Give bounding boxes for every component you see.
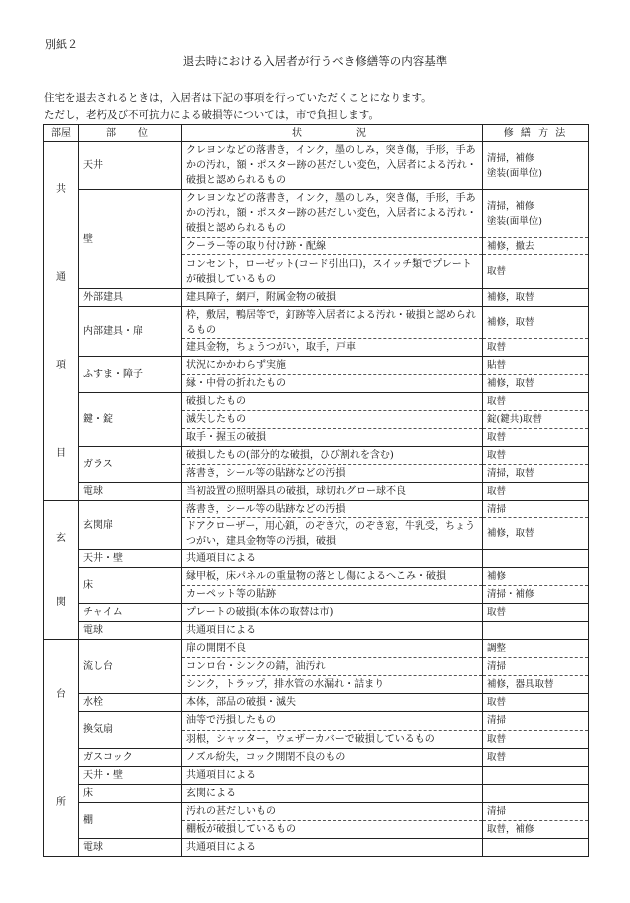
- status-cell: クレヨンなどの落書き，インク，墨のしみ，突き傷，手形，手あかの汚れ，額・ポスター跡の甚だしい変色，入居者による汚れ・破損と認められるもの: [182, 142, 483, 190]
- status-cell: ドアクローザー，用心鎖，のぞき穴，のぞき窓，牛乳受，ちょうつがい，建具金物等の汚損，破損: [182, 518, 483, 550]
- method-cell: 清掃: [483, 501, 589, 518]
- method-cell: 補修: [483, 568, 589, 586]
- method-cell: [483, 550, 589, 568]
- method-cell: [483, 839, 589, 857]
- room-char: 所: [56, 796, 66, 808]
- method-cell: 取替: [483, 393, 589, 411]
- method-cell: [483, 784, 589, 802]
- method-cell: 補修，取替: [483, 375, 589, 393]
- part-cell: 天井: [79, 142, 182, 190]
- status-cell: 落書き，シール等の貼跡などの汚損: [182, 501, 483, 518]
- status-cell: 枠，敷居，鴨居等で，釘跡等入居者による汚れ・破損と認められるもの: [182, 307, 483, 339]
- method-cell: 清掃・補修: [483, 586, 589, 604]
- status-cell: 取手・握玉の破損: [182, 429, 483, 447]
- part-cell: ふすま・障子: [79, 357, 182, 393]
- part-cell: 電球: [79, 483, 182, 501]
- status-cell: カーペット等の貼跡: [182, 586, 483, 604]
- part-cell: 床: [79, 784, 182, 802]
- method-cell: 補修，取替: [483, 289, 589, 307]
- status-cell: 共通項目による: [182, 766, 483, 784]
- header-status: 状 況: [182, 125, 483, 142]
- part-cell: 内部建具・扉: [79, 307, 182, 357]
- part-cell: ガスコック: [79, 748, 182, 766]
- status-cell: 汚れの甚だしいもの: [182, 802, 483, 821]
- method-cell: 清掃: [483, 712, 589, 731]
- header-method: 修 繕 方 法: [483, 125, 589, 142]
- status-cell: ノズル紛失，コック開閉不良のもの: [182, 748, 483, 766]
- room-char: 共: [56, 183, 66, 195]
- part-cell: 換気扇: [79, 712, 182, 749]
- status-cell: 縁甲板，床パネルの重量物の落とし傷によるへこみ・破損: [182, 568, 483, 586]
- room-char: 通: [56, 271, 66, 283]
- status-cell: 棚板が破損しているもの: [182, 821, 483, 839]
- method-cell: 取替: [483, 748, 589, 766]
- status-cell: 共通項目による: [182, 839, 483, 857]
- part-cell: 流し台: [79, 640, 182, 694]
- method-cell: 取替: [483, 604, 589, 622]
- status-cell: 落書き，シール等の貼跡などの汚損: [182, 465, 483, 483]
- status-cell: 破損したもの(部分的な破損，ひび割れを含む): [182, 447, 483, 465]
- method-cell: 取替: [483, 483, 589, 501]
- status-cell: 共通項目による: [182, 622, 483, 640]
- room-entry: [44, 501, 79, 640]
- document-ref: 別紙２: [45, 38, 78, 51]
- status-cell: プレートの破損(本体の取替は市): [182, 604, 483, 622]
- method-cell: 取替: [483, 447, 589, 465]
- repair-table: [43, 124, 589, 857]
- status-cell: 当初設置の照明器具の破損，球切れグロー球不良: [182, 483, 483, 501]
- part-cell: 床: [79, 568, 182, 604]
- status-cell: コンセント，ローゼット(コード引出口)，スイッチ類でプレートが破損しているもの: [182, 255, 483, 289]
- header-room: 部屋: [44, 125, 79, 142]
- table-header: [44, 125, 589, 142]
- method-cell: 清掃，取替: [483, 465, 589, 483]
- status-cell: シンク，トラップ，排水管の水漏れ・詰まり: [182, 676, 483, 694]
- room-common: [44, 142, 79, 501]
- method-cell: 補修，取替: [483, 518, 589, 550]
- part-cell: チャイム: [79, 604, 182, 622]
- room-char: 玄: [56, 532, 66, 544]
- method-cell: [483, 622, 589, 640]
- part-cell: 水栓: [79, 694, 182, 712]
- part-cell: ガラス: [79, 447, 182, 483]
- status-cell: 建具障子，網戸，附属金物の破損: [182, 289, 483, 307]
- part-cell: 電球: [79, 839, 182, 857]
- status-cell: 建具金物，ちょうつがい，取手，戸車: [182, 339, 483, 357]
- room-char: 台: [56, 688, 66, 700]
- document-title: 退去時における入居者が行うべき修繕等の内容基準: [182, 54, 448, 68]
- part-cell: 天井・壁: [79, 550, 182, 568]
- intro-line-2: ただし，老朽及び不可抗力による破損等については，市で負担します。: [44, 109, 379, 121]
- status-cell: クーラー等の取り付け跡・配線: [182, 238, 483, 255]
- method-cell: 錠(鍵共)取替: [483, 411, 589, 429]
- status-cell: 状況にかかわらず実施: [182, 357, 483, 375]
- method-cell: 取替，補修: [483, 821, 589, 839]
- part-cell: 壁: [79, 190, 182, 289]
- method-cell: 補修，器具取替: [483, 676, 589, 694]
- method-cell: 補修，取替: [483, 307, 589, 339]
- part-cell: 電球: [79, 622, 182, 640]
- method-cell: 調整: [483, 640, 589, 658]
- method-cell: 清掃: [483, 658, 589, 676]
- part-cell: 鍵・錠: [79, 393, 182, 447]
- method-cell: 取替: [483, 339, 589, 357]
- intro-line-1: 住宅を退去されるときは，入居者は下記の事項を行っていただくことになります。: [44, 92, 432, 104]
- room-char: 関: [56, 596, 66, 608]
- method-cell: 清掃，補修 塗装(面単位): [483, 190, 589, 238]
- method-cell: 清掃，補修 塗装(面単位): [483, 142, 589, 190]
- status-cell: クレヨンなどの落書き，インク，墨のしみ，突き傷，手形，手あかの汚れ，額・ポスター跡の甚だしい変色，入居者による汚れ・破損と認められるもの: [182, 190, 483, 238]
- status-cell: 羽根，シャッター，ウェザーカバーで破損しているもの: [182, 730, 483, 748]
- status-cell: 滅失したもの: [182, 411, 483, 429]
- status-cell: 共通項目による: [182, 550, 483, 568]
- method-cell: 取替: [483, 730, 589, 748]
- room-char: 目: [56, 447, 66, 459]
- method-cell: [483, 766, 589, 784]
- status-cell: 油等で汚損したもの: [182, 712, 483, 731]
- part-cell: 外部建具: [79, 289, 182, 307]
- status-cell: 玄関による: [182, 784, 483, 802]
- status-cell: 扉の開閉不良: [182, 640, 483, 658]
- header-part: 部 位: [79, 125, 182, 142]
- part-cell: 玄関扉: [79, 501, 182, 550]
- status-cell: 破損したもの: [182, 393, 483, 411]
- method-cell: 取替: [483, 694, 589, 712]
- method-cell: 貼替: [483, 357, 589, 375]
- room-kitchen: [44, 640, 79, 857]
- room-char: 項: [56, 359, 66, 371]
- method-cell: 清掃: [483, 802, 589, 821]
- part-cell: 棚: [79, 802, 182, 839]
- status-cell: 本体，部品の破損・滅失: [182, 694, 483, 712]
- method-cell: 補修，撤去: [483, 238, 589, 255]
- status-cell: 縁・中骨の折れたもの: [182, 375, 483, 393]
- method-cell: 取替: [483, 429, 589, 447]
- method-cell: 取替: [483, 255, 589, 289]
- part-cell: 天井・壁: [79, 766, 182, 784]
- status-cell: コンロ台・シンクの錆，油汚れ: [182, 658, 483, 676]
